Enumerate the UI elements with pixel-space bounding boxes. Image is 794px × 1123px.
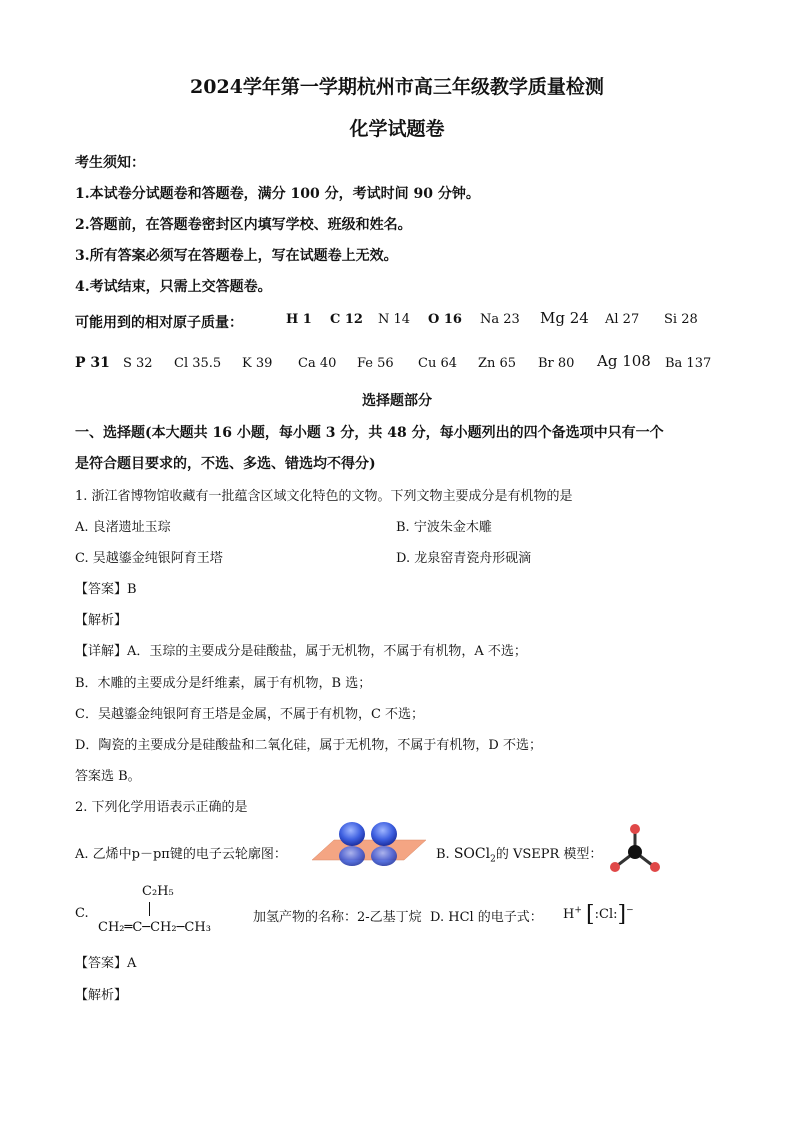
hcl-minus: − [626,905,634,916]
mass-p: P 31 [75,355,110,371]
q2-option-c-label: C. [75,906,89,921]
structure-chain: CH₂═C─CH₂─CH₃ [98,920,211,935]
mass-h: H 1 [286,312,312,327]
notice-item: 2.答题前，在答题卷密封区内填写学校、班级和姓名。 [75,217,412,233]
mass-k: K 39 [242,356,273,371]
pi-bond-cloud-image [312,822,428,866]
mass-na: Na 23 [480,312,520,327]
mass-al: Al 27 [605,312,640,327]
atomic-mass-label: 可能用到的相对原子质量： [75,315,243,331]
socl2-formula: SOCl [453,846,491,862]
q1-option-a: A. 良渚遗址玉琮 [75,520,171,535]
q2-option-d-text: HCl 的电子式： [448,910,543,925]
q1-analysis: 【解析】 [75,613,128,628]
page-title: 2024学年第一学期杭州市高三年级教学质量检测 [190,76,604,98]
structure-branch-bond [149,902,150,916]
q2-option-b [436,843,602,865]
mass-zn: Zn 65 [478,356,517,371]
q2-stem: 2. 下列化学用语表示正确的是 [75,800,248,815]
mass-si: Si 28 [664,312,698,327]
section-heading: 一、选择题(本大题共 16 小题，每小题 3 分，共 48 分，每小题列出的四个备选项中只有一个 [75,425,664,441]
hcl-bracket-left: [ [586,902,595,927]
mass-ba: Ba 137 [665,356,712,371]
mass-mg: Mg 24 [540,309,589,327]
vsepr-model-image [604,823,666,873]
section-title: 选择题部分 [362,393,432,409]
structure-branch: C₂H₅ [142,884,174,899]
socl2-subscript: 2 [490,854,496,865]
q1-detail-line: 【详解】A．玉琮的主要成分是硅酸盐，属于无机物，不属于有机物，A 不选； [75,644,527,659]
q1-detail-line: B．木雕的主要成分是纤维素，属于有机物，B 选； [75,676,372,691]
notice-item: 1.本试卷分试题卷和答题卷，满分 100 分，考试时间 90 分钟。 [75,186,480,202]
q2-option-a [75,843,287,862]
notice-heading: 考生须知： [75,155,145,171]
notice-item: 3.所有答案必须写在答题卷上，写在试题卷上无效。 [75,248,398,264]
q2-option-d-prefix: D. [430,910,445,925]
hcl-bracket-right: ] [617,902,627,927]
q2-answer: 【答案】A [75,956,137,971]
q1-answer: 【答案】B [75,582,137,597]
hcl-hydrogen: H [563,907,575,922]
q1-option-c: C. 吴越鎏金纯银阿育王塔 [75,551,223,566]
hcl-chlorine: :Cl: [594,907,618,922]
q1-detail-line: 答案选 B。 [75,769,141,784]
q1-option-b: B. 宁波朱金木雕 [396,520,492,535]
q2-option-b-suffix: 的 VSEPR 模型： [495,847,603,862]
mass-ca: Ca 40 [298,356,337,371]
q2-option-a-prefix: A. 乙烯中 [75,847,132,862]
page-subtitle: 化学试题卷 [349,118,445,140]
hcl-electron-formula [563,899,634,927]
q2-option-a-suffix: 键的电子云轮廓图： [169,847,287,862]
mass-s: S 32 [123,356,153,371]
mass-fe: Fe 56 [357,356,394,371]
mass-br: Br 80 [538,356,575,371]
hcl-plus: + [574,905,582,916]
mass-o: O 16 [428,312,462,327]
notice-item: 4.考试结束，只需上交答题卷。 [75,279,272,295]
mass-ag: Ag 108 [597,352,651,370]
q1-detail-line: D．陶瓷的主要成分是硅酸盐和二氧化硅，属于无机物，不属于有机物，D 不选； [75,738,542,753]
mass-c: C 12 [330,312,363,327]
mass-n: N 14 [378,312,411,327]
q1-detail-line: C．吴越鎏金纯银阿育王塔是金属，不属于有机物，C 不选； [75,707,425,722]
q2-option-a-bond: p－pπ [131,847,170,862]
q1-stem: 1. 浙江省博物馆收藏有一批蕴含区域文化特色的文物。下列文物主要成分是有机物的是 [75,489,573,504]
q2-option-b-prefix: B. [436,847,450,862]
q2-option-c-text: 加氢产物的名称：2-乙基丁烷 [253,910,422,925]
q2-option-d [430,906,543,925]
q1-option-d: D. 龙泉窑青瓷舟形砚滴 [396,551,532,566]
mass-cl: Cl 35.5 [174,356,222,371]
q2-analysis: 【解析】 [75,988,128,1003]
mass-cu: Cu 64 [418,356,457,371]
section-heading-cont: 是符合题目要求的，不选、多选、错选均不得分) [75,456,376,472]
